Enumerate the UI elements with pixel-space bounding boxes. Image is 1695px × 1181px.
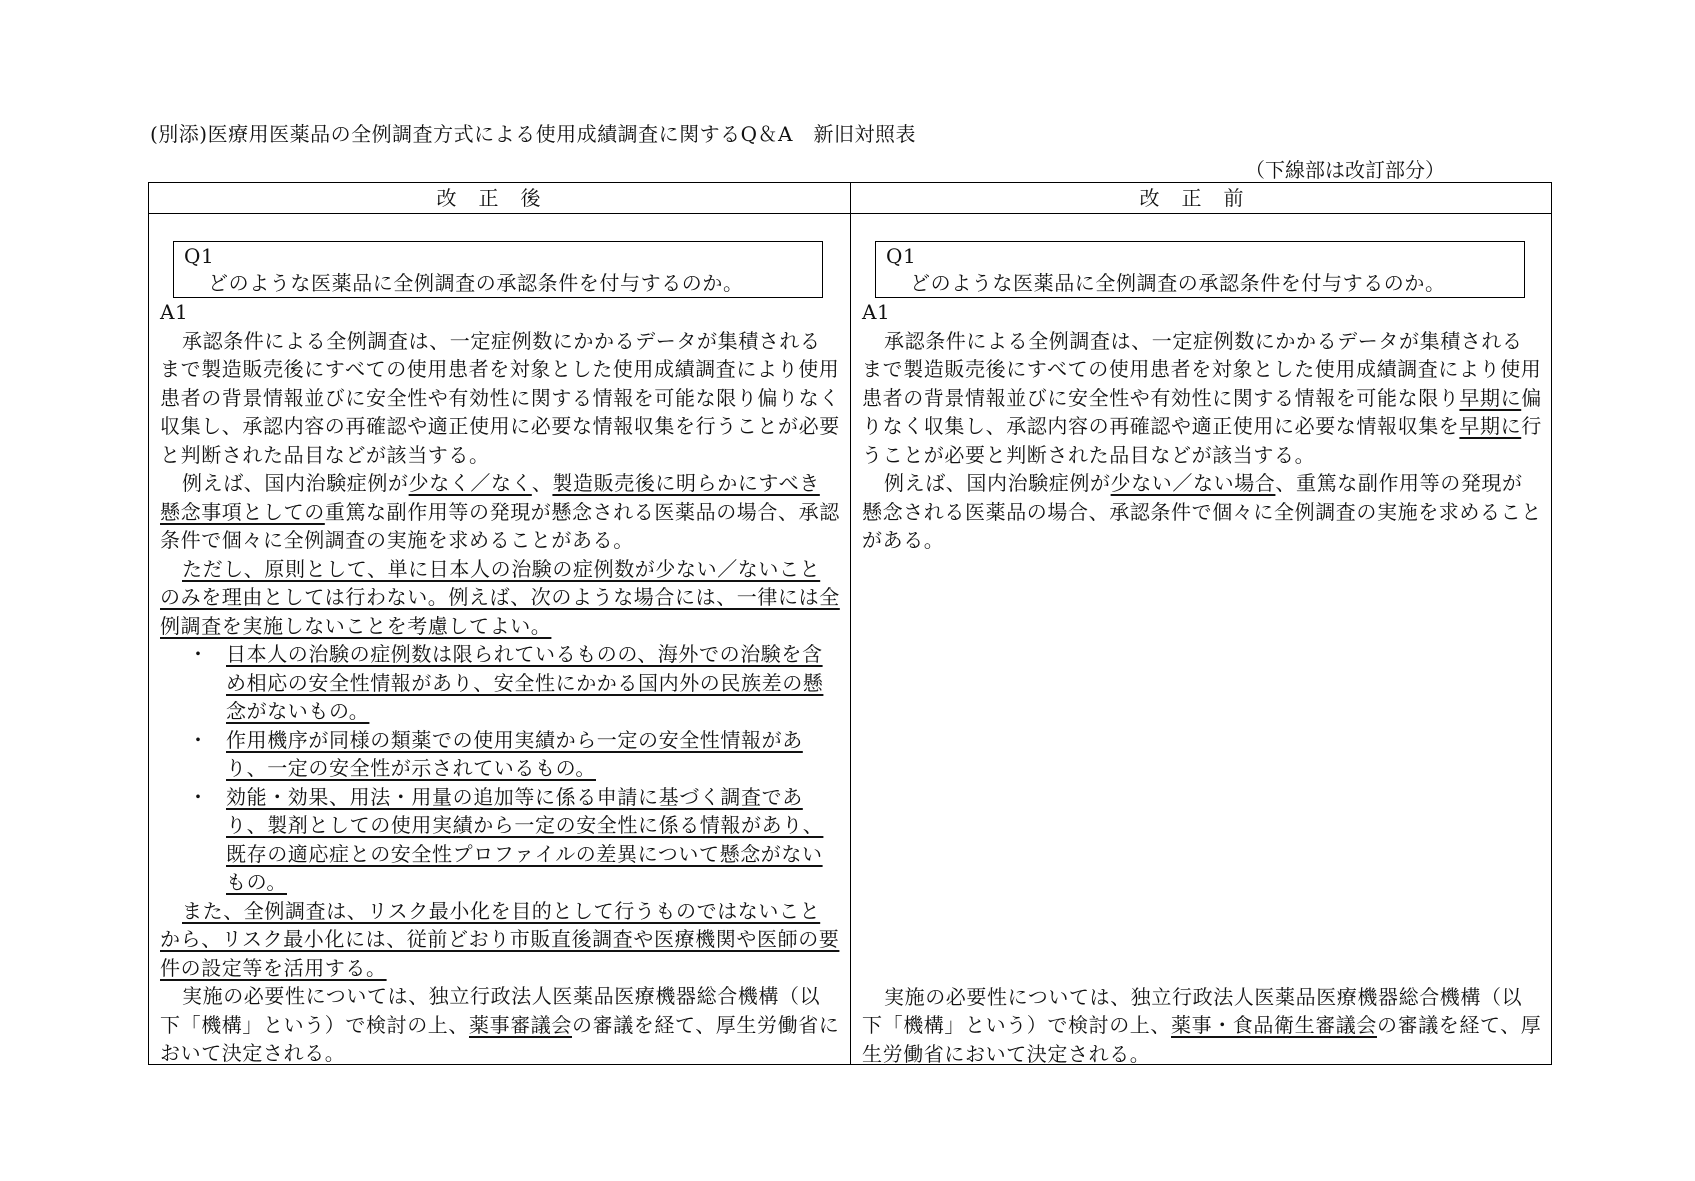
header-revised: 改正後 — [436, 186, 563, 210]
original-column — [862, 241, 1542, 1068]
underline-note: （下線部は改訂部分） — [1245, 158, 1445, 182]
original-underline: 早期に — [1459, 414, 1522, 438]
revised-underline: 作用機序が同様の類薬での使用実績から一定の安全性情報があり、一定の安全性が示されているもの。 — [226, 727, 803, 780]
text-segment: の審議を経て、厚生労働省において決定される。 — [862, 1013, 1542, 1066]
revised-underline: 製造販売後に明らかにすべき懸念事項としての — [160, 471, 820, 524]
bullet-mark: ・ — [188, 784, 209, 809]
bullet-mark: ・ — [188, 642, 209, 666]
answer-paragraph-2 — [862, 469, 1542, 555]
text-segment: 承認条件による全例調査は、一定症例数にかかるデータが集積されるまで製造販売後にすべての使用患者を対象とした使用成績調査により使用患者の背景情報並びに安全性や有効性に関する情報を可能な限り — [862, 328, 1542, 410]
text-segment: 実施の必要性については、独立行政法人医薬品医療機器総合機構（以下「機構」という）で検討の上、 — [862, 984, 1523, 1037]
revised-underline: 効能・効果、用法・用量の追加等に係る申請に基づく調査であり、製剤としての使用実績から一定の安全性に係る情報があり、既存の適応症との安全性プロファイルの差異について懸念がないもの。 — [226, 784, 824, 894]
revised-underline: ただし、原則として、単に日本人の治験の症例数が少ない／ないことのみを理由としては行わない。例えば、次のような場合には、一律には全例調査を実施しないことを考慮してよい。 — [160, 556, 840, 638]
answer-paragraph-1 — [862, 327, 1542, 470]
original-underline: 少ない／ない場合 — [1110, 471, 1276, 495]
text-segment: 例えば、国内治験症例が — [884, 471, 1111, 495]
revised-underline: 少なく／なく — [408, 471, 532, 495]
answer-paragraph-5 — [160, 982, 840, 1068]
bullet-item — [160, 783, 840, 897]
bullet-text — [226, 726, 840, 783]
original-underline: 薬事・食品衛生審議会 — [1171, 1013, 1377, 1037]
revised-underline: また、全例調査は、リスク最小化を目的として行うものではないことから、リスク最小化には、従前どおり市販直後調査や医療機関や医師の要件の設定等を活用する。 — [160, 898, 840, 980]
text-segment: の審議を経て、厚生労働省において決定される。 — [160, 1012, 840, 1065]
comparison-table — [148, 182, 1552, 1065]
question-label: Q1 — [886, 244, 917, 268]
text-segment: 、重篤な副作用等の発現が懸念される医薬品の場合、承認条件で個々に全例調査の実施を求めることがある。 — [862, 471, 1542, 552]
document-title: (別添)医療用医薬品の全例調査方式による使用成績調査に関するQ＆A 新旧対照表 — [150, 122, 916, 146]
revised-column — [160, 241, 840, 1068]
text-segment: 、 — [531, 471, 553, 495]
text-segment: 重篤な副作用等の発現が懸念される医薬品の場合、承認条件で個々に全例調査の実施を求めることがある。 — [160, 499, 840, 552]
bullet-text — [226, 640, 840, 726]
text-segment: 偏りなく収集し、承認内容の再確認や適正使用に必要な情報収集を — [862, 385, 1542, 438]
question-box — [875, 241, 1525, 298]
text-segment: 例えば、国内治験症例が — [182, 471, 409, 495]
bullet-item — [160, 726, 840, 783]
revised-underline: 薬事審議会 — [469, 1012, 572, 1037]
answer-paragraph-3 — [862, 983, 1542, 1069]
header-original: 改正前 — [1139, 186, 1266, 210]
answer-label: A1 — [862, 300, 891, 324]
answer-paragraph-2 — [160, 469, 840, 555]
answer-paragraph-1: 承認条件による全例調査は、一定症例数にかかるデータが集積されるまで製造販売後にすべての使用患者を対象とした使用成績調査により使用患者の背景情報並びに安全性や有効性に関する情報を可能な限り偏りなく収集し、承認内容の再確認や適正使用に必要な情報収集を行うことが必要と判断された品目などが該当する。 — [160, 328, 840, 467]
column-divider — [850, 183, 851, 1064]
bullet-item — [160, 640, 840, 726]
question-text: どのような医薬品に全例調査の承認条件を付与するのか。 — [910, 271, 1446, 295]
blank-space — [862, 555, 1542, 983]
text-segment: 実施の必要性については、独立行政法人医薬品医療機器総合機構（以下「機構」という）で検討の上、 — [160, 984, 821, 1037]
revised-underline: 日本人の治験の症例数は限られているものの、海外での治験を含め相応の安全性情報があり、安全性にかかる国内外の民族差の懸念がないもの。 — [226, 642, 824, 723]
original-underline: 早期に — [1459, 385, 1522, 410]
header-divider — [149, 213, 1551, 214]
bullet-mark: ・ — [188, 727, 209, 752]
question-text: どのような医薬品に全例調査の承認条件を付与するのか。 — [208, 271, 744, 295]
question-label: Q1 — [184, 244, 215, 268]
answer-paragraph-4 — [160, 897, 840, 983]
text-segment: 行うことが必要と判断された品目などが該当する。 — [862, 414, 1542, 467]
answer-paragraph-3 — [160, 555, 840, 641]
answer-label: A1 — [160, 300, 189, 324]
bullet-text — [226, 783, 840, 897]
question-box — [173, 241, 823, 298]
